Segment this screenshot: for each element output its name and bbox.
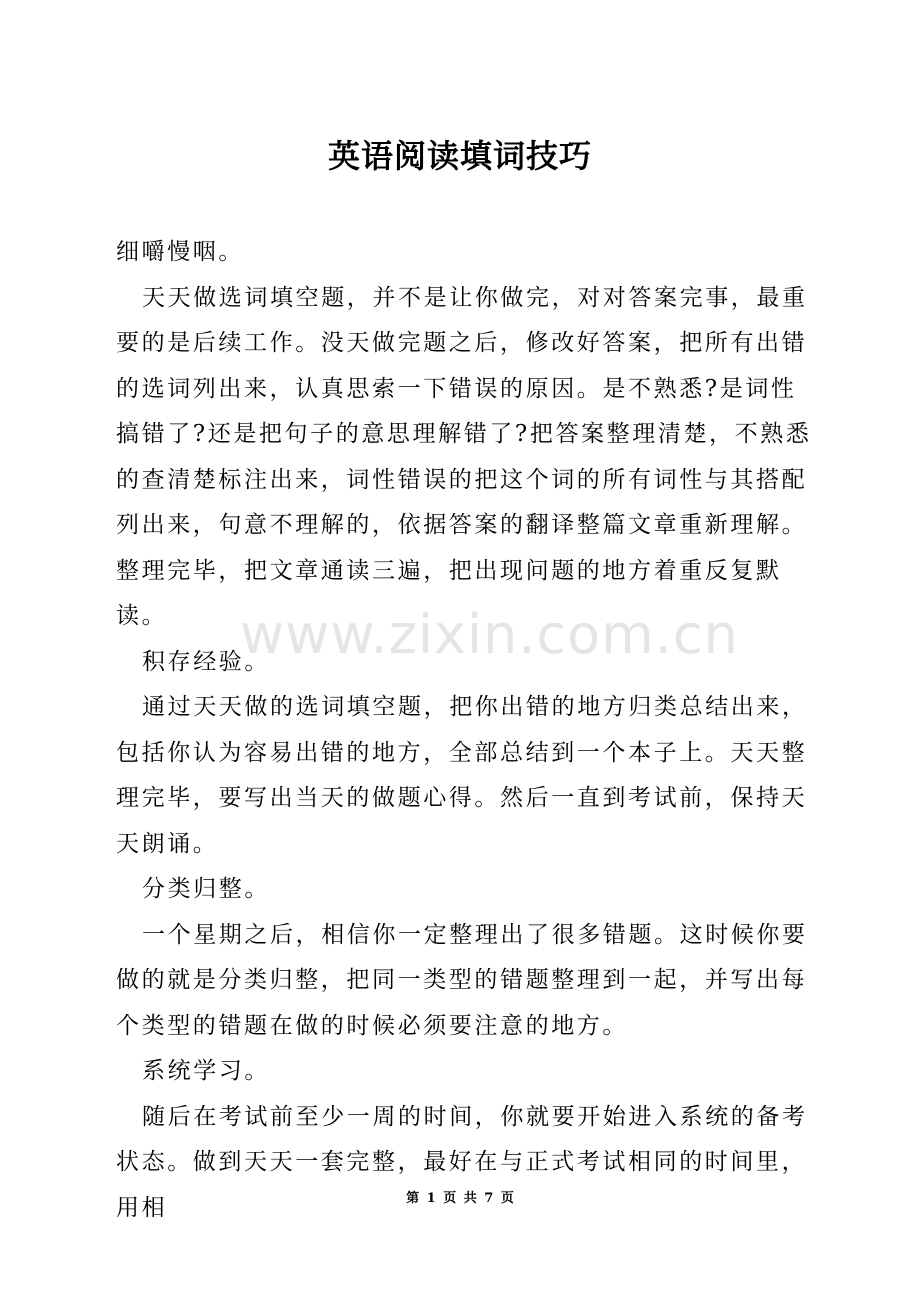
watermark: www.zixin.com.cn [240,603,739,666]
paragraph: 通过天天做的选词填空题，把你出错的地方归类总结出来，包括你认为容易出错的地方，全部总结到一个本子上。天天整理完毕，要写出当天的做题心得。然后一直到考试前，保持天天朗诵。 [116,694,808,857]
paragraph: 随后在考试前至少一周的时间，你就要开始进入系统的备考状态。做到天天一套完整，最好在与正式考试相同的时间里，用相 [116,1103,808,1221]
paragraph: 天天做选词填空题，并不是让你做完，对对答案完事，最重要的是后续工作。没天做完题之后，修改好答案，把所有出错的选词列出来，认真思索一下错误的原因。是不熟悉?是词性搞错了?还是把句子的意思理解错了?把答案整理清楚，不熟悉的查清楚标注出来，词性错误的把这个词的所有词性与其搭配列出来，句意不理解的，依据答案的翻译整篇文章重新理解。整理完毕，把文章通读三遍，把出现问题的地方着重反复默读。 [116,284,812,629]
document-title: 英语阅读填词技巧 [327,137,592,175]
paragraph: 系统学习。 [142,1058,270,1084]
paragraph: 一个星期之后，相信你一定整理出了很多错题。这时候你要做的就是分类归整，把同一类型的错题整理到一起，并写出每个类型的错题在做的时候必须要注意的地方。 [116,921,808,1039]
paragraph: 积存经验。 [142,648,270,675]
page-footer: 第 1 页 共 7 页 [406,1191,514,1206]
paragraph: 细嚼慢咽。 [116,239,244,265]
document-body [116,230,816,1231]
paragraph: 分类归整。 [142,876,270,902]
